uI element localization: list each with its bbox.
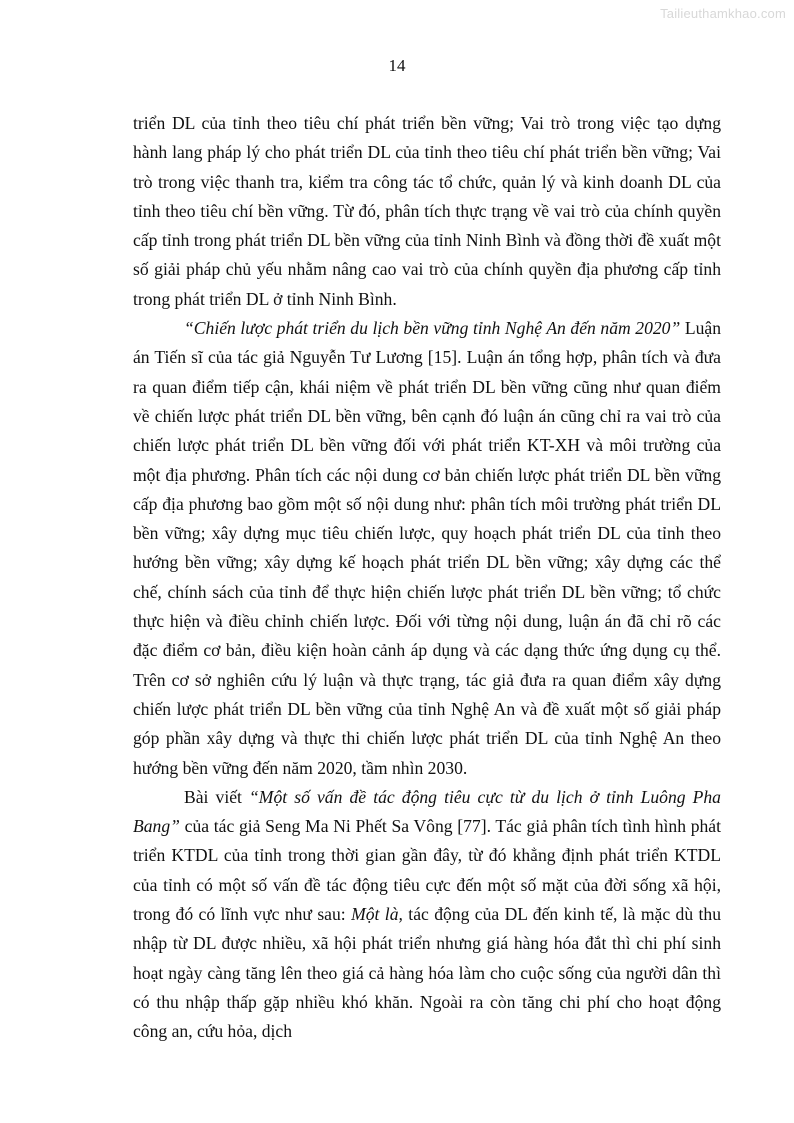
watermark: Tailieuthamkhao.com [660,6,786,21]
paragraph-continuation: triển DL của tỉnh theo tiêu chí phát triển bền vững; Vai trò trong việc tạo dựng hành lang pháp lý cho phát triển DL của tỉnh theo tiêu chí phát triển bền vững; Vai trò trong việc thanh tra, kiểm tra công tác tổ chức, quản lý và kinh doanh DL của tỉnh theo tiêu chí bền vững. Từ đó, phân tích thực trạng về vai trò của chính quyền cấp tỉnh trong phát triển DL bền vững của tỉnh Ninh Bình và đồng thời đề xuất một số giải pháp chủ yếu nhằm nâng cao vai trò của chính quyền địa phương cấp tỉnh trong phát triển DL ở tỉnh Ninh Bình. [133,113,721,309]
paragraph-text: Luận án Tiến sĩ của tác giả Nguyễn Tư Lương [15]. Luận án tổng hợp, phân tích và đưa ra quan điểm tiếp cận, khái niệm về phát triển DL bền vững cũng như quan điểm về chiến lược phát triển DL bền vững, bên cạnh đó luận án cũng chỉ ra vai trò của chiến lược phát triển DL bền vững đối với phát triển KT-XH và môi trường của một địa phương. Phân tích các nội dung cơ bản chiến lược phát triển DL bền vững cấp địa phương bao gồm một số nội dung như: phân tích môi trường phát triển DL bền vững; xây dựng mục tiêu chiến lược, quy hoạch phát triển DL của tỉnh theo hướng bền vững; xây dựng kế hoạch phát triển DL bền vững; xây dựng các thể chế, chính sách của tỉnh để thực hiện chiến lược phát triển DL bền vững; tổ chức thực hiện và điều chỉnh chiến lược. Đối với từng nội dung, luận án đã chỉ rõ các đặc điểm cơ bản, điều kiện hoàn cảnh áp dụng và các dạng thức ứng dụng cụ thể. Trên cơ sở nghiên cứu lý luận và thực trạng, tác giả đưa ra quan điểm xây dựng chiến lược phát triển DL bền vững của tỉnh Nghệ An và đề xuất một số giải pháp góp phần xây dựng và thực thi chiến lược phát triển DL của tỉnh Nghệ An theo hướng bền vững đến năm 2020, tầm nhìn 2030. [133,318,721,778]
enumeration-label: Một là, [351,904,403,925]
document-body [133,109,721,1047]
work-title: “Chiến lược phát triển du lịch bền vững tỉnh Nghệ An đến năm 2020” [184,318,681,339]
paragraph-luang-prabang [133,783,721,1047]
paragraph-text: của tác giả Seng Ma Ni Phết Sa Vông [77]. Tác giả phân tích tình hình phát triển KTDL của tỉnh trong thời gian gần đây, từ đó khẳng định phát triển KTDL của tỉnh có một số vấn đề tác động tiêu cực đến một số mặt của đời sống xã hội, trong đó có lĩnh vực như sau: [133,816,721,925]
paragraph-nghe-an-strategy [133,314,721,783]
work-title: “Một số vấn đề tác động tiêu cực từ du lịch ở tỉnh Luông Pha Bang” [133,786,721,837]
paragraph-text: tác động của DL đến kinh tế, là mặc dù thu nhập từ DL được nhiều, xã hội phát triển nhưng giá hàng hóa đắt thì chi phí sinh hoạt ngày càng tăng lên theo giá cả hàng hóa làm cho cuộc sống của người dân thì có thu nhập thấp gặp nhiều khó khăn. Ngoài ra còn tăng chi phí cho hoạt động công an, cứu hỏa, dịch [133,904,721,1042]
page-number: 14 [388,56,406,75]
paragraph-lead: Bài viết [184,786,250,807]
